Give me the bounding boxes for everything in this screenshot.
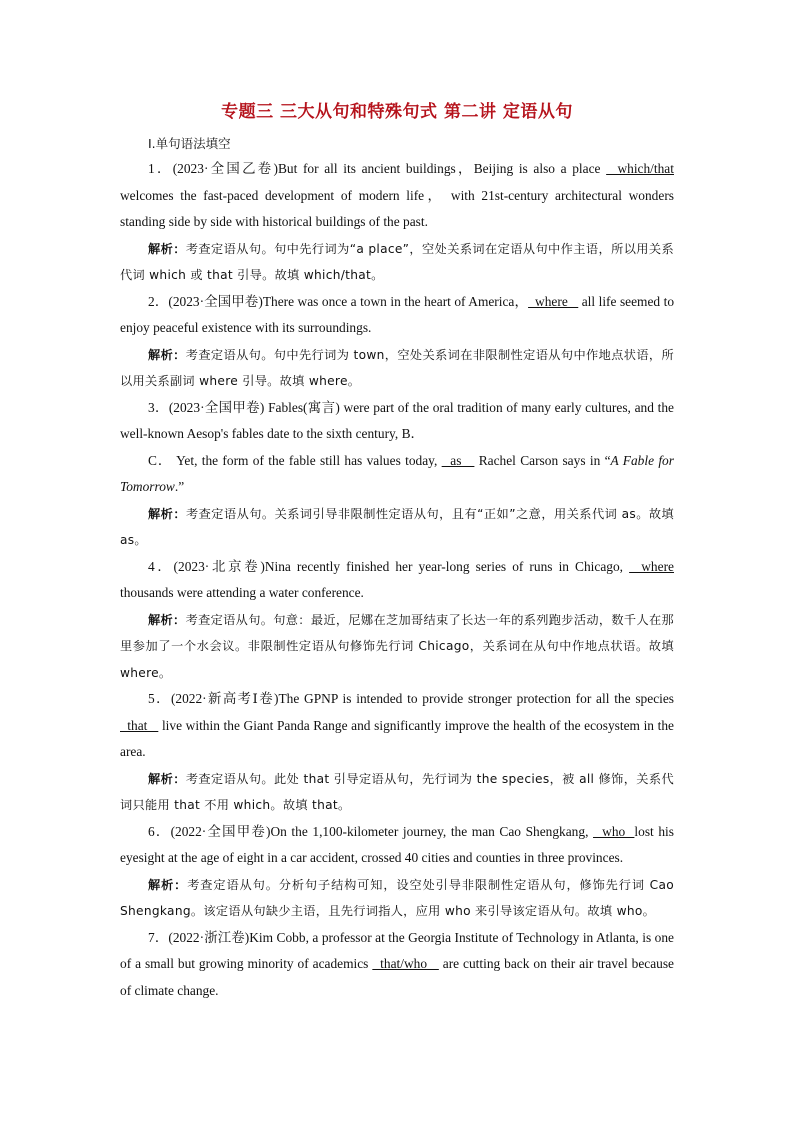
explanation-text: 考查定语从句。句意：最近，尼娜在芝加哥结束了长达一年的系列跑步活动，数千人在那里参加了一个水会议。非限制性定语从句修饰先行词 Chicago，关系词在从句中作地点状语。故填 where。 bbox=[120, 612, 674, 680]
question-text: C． Yet, the form of the fable still has values today, bbox=[148, 452, 442, 468]
question-text: .” bbox=[174, 479, 185, 494]
question-source: (2022·浙江卷) bbox=[168, 929, 250, 945]
question-1 bbox=[120, 156, 674, 236]
question-number: 6． bbox=[148, 823, 171, 839]
question-7 bbox=[120, 925, 674, 1005]
answer-blank: where bbox=[629, 558, 674, 574]
explanation-3 bbox=[120, 501, 674, 554]
answer-blank: that/who bbox=[372, 956, 439, 971]
explanation-label: 解析： bbox=[148, 241, 186, 256]
question-text: Kim Cobb, a professor at the Georgia Institute of Technology in Atlanta, is one of a small but growing minority of academics bbox=[120, 929, 674, 971]
question-source: (2023·全国甲卷) bbox=[168, 293, 263, 309]
question-source: (2023·北京卷) bbox=[173, 558, 265, 574]
question-3 bbox=[120, 395, 674, 448]
question-5 bbox=[120, 686, 674, 766]
explanation-text: 考查定语从句。句中先行词为“a place”，空处关系词在定语从句中作主语，所以用关系代词 which 或 that 引导。故填 which/that。 bbox=[120, 241, 674, 282]
question-text: lost his eyesight at the age of eight in a car accident, crossed 40 cities and counties in three provinces. bbox=[120, 823, 674, 865]
section-heading: Ⅰ.单句语法填空 bbox=[148, 136, 231, 151]
explanation-text: 考查定语从句。关系词引导非限制性定语从句，且有“正如”之意，用关系代词 as。故填 as。 bbox=[120, 506, 674, 547]
question-text: On the 1,100-kilometer journey, the man Cao Shengkang, bbox=[270, 823, 594, 839]
explanation-label: 解析： bbox=[148, 506, 186, 521]
answer-blank: where bbox=[528, 293, 579, 309]
explanation-label: 解析： bbox=[148, 612, 186, 627]
answer-blank: which/that bbox=[606, 161, 674, 176]
question-source: (2023·全国甲卷) bbox=[168, 399, 265, 415]
question-text: Nina recently finished her year-long series of runs in Chicago, bbox=[264, 558, 630, 574]
question-text: are cutting back on their air travel because of climate change. bbox=[120, 956, 674, 998]
question-source: (2022·新高考Ⅰ卷) bbox=[170, 691, 279, 706]
question-text: thousands were attending a water conference. bbox=[120, 585, 364, 600]
document-body bbox=[120, 156, 674, 1004]
explanation-6 bbox=[120, 872, 674, 925]
question-text: all life seemed to enjoy peaceful existence with its surroundings. bbox=[120, 293, 675, 335]
page-title: 专题三 三大从句和特殊句式 第二讲 定语从句 bbox=[221, 102, 573, 122]
explanation-2 bbox=[120, 342, 674, 395]
explanation-text: 考查定语从句。此处 that 引导定语从句，先行词为 the species，被 all 修饰，关系代词只能用 that 不用 which。故填 that。 bbox=[120, 771, 674, 812]
question-number: 4． bbox=[148, 558, 174, 574]
explanation-label: 解析： bbox=[148, 877, 188, 892]
explanation-label: 解析： bbox=[148, 347, 186, 362]
question-2 bbox=[120, 289, 674, 342]
question-6 bbox=[120, 819, 674, 872]
book-title: A Fable for Tomorrow bbox=[120, 452, 674, 494]
question-text: Fables(寓言) were part of the oral tradition of many early cultures, and the well-known Aesop's fables date to the sixth century, B． bbox=[120, 399, 675, 441]
explanation-label: 解析： bbox=[148, 771, 186, 786]
answer-blank: that bbox=[120, 717, 159, 733]
explanation-text: 考查定语从句。句中先行词为 town，空处关系词在非限制性定语从句中作地点状语，所以用关系副词 where 引导。故填 where。 bbox=[120, 347, 674, 388]
question-number: 5． bbox=[148, 691, 171, 706]
explanation-1 bbox=[120, 236, 674, 289]
question-text: The GPNP is intended to provide stronger protection for all the species bbox=[278, 691, 675, 706]
question-number: 2． bbox=[148, 293, 169, 309]
explanation-5 bbox=[120, 766, 674, 819]
question-source: (2023·全国乙卷) bbox=[172, 161, 278, 176]
question-number: 1． bbox=[148, 161, 173, 176]
question-source: (2022·全国甲卷) bbox=[170, 823, 271, 839]
question-text: welcomes the fast-paced development of modern life， with 21st-century architectural wonders standing side by side with historical buildings of the past. bbox=[120, 187, 674, 229]
question-3-continued bbox=[120, 448, 674, 501]
question-4 bbox=[120, 554, 674, 607]
question-text: There was once a town in the heart of America， bbox=[262, 293, 529, 309]
answer-blank: who bbox=[593, 823, 635, 839]
question-text: But for all its ancient buildings，Beijing is also a place bbox=[277, 161, 607, 176]
explanation-text: 考查定语从句。分析句子结构可知，设空处引导非限制性定语从句，修饰先行词 Cao Shengkang。该定语从句缺少主语，且先行词指人，应用 who 来引导该定语从句。故填 who。 bbox=[120, 877, 674, 918]
answer-blank: as bbox=[441, 452, 475, 468]
question-number: 3． bbox=[148, 399, 169, 415]
explanation-4 bbox=[120, 607, 674, 687]
question-text: live within the Giant Panda Range and significantly improve the health of the ecosystem in the area. bbox=[120, 717, 675, 759]
question-number: 7． bbox=[148, 929, 169, 945]
question-text: Rachel Carson says in “ bbox=[474, 452, 611, 468]
